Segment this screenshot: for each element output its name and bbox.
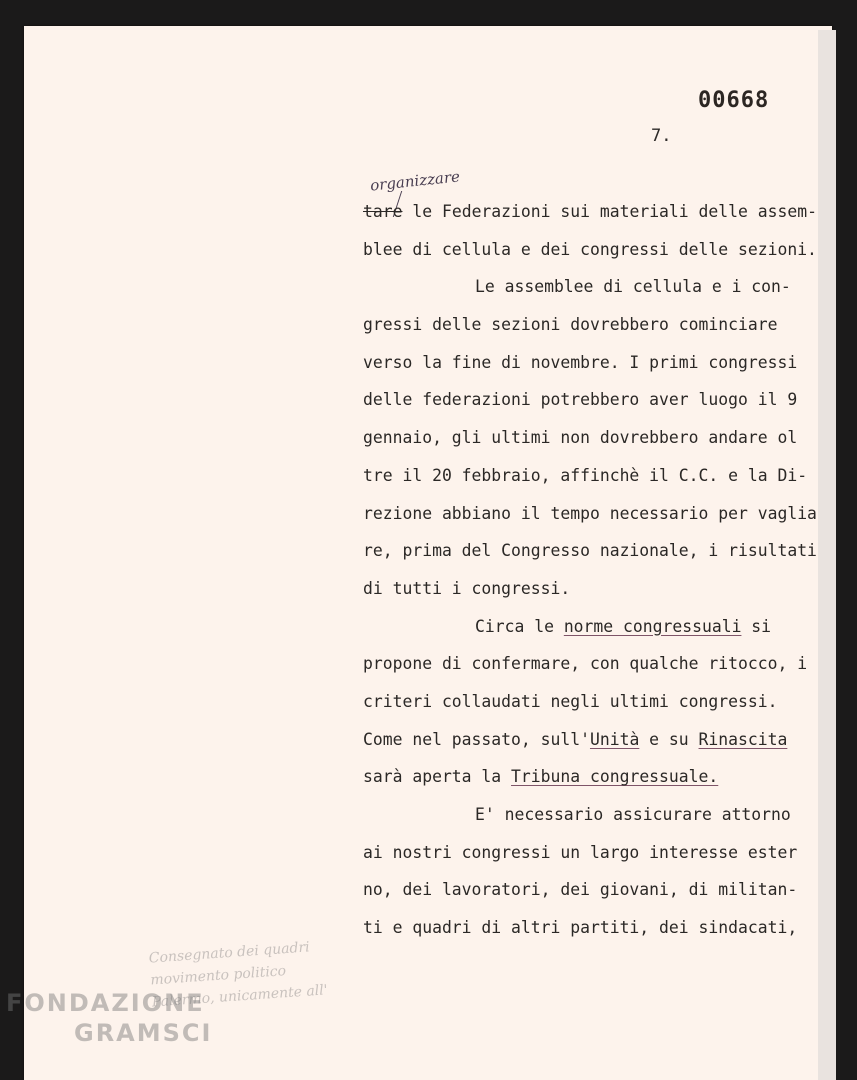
text-line: verso la fine di novembre. I primi congressi [363, 352, 798, 372]
line-text: e su [639, 729, 699, 749]
underlined-phrase: Tribuna congressuale. [511, 767, 719, 787]
text-line: blee di cellula e dei congressi delle sezioni. [363, 239, 817, 259]
page-edge [818, 30, 836, 1080]
struck-word: tare [363, 202, 403, 221]
archive-number: 00668 [698, 88, 770, 113]
text-line: ti e quadri di altri partiti, dei sindacati, [363, 918, 798, 938]
text-line: gressi delle sezioni dovrebbero cominciare [363, 315, 778, 335]
watermark-logo [6, 988, 212, 1048]
text-line [363, 762, 813, 800]
text-line: di tutti i congressi. [363, 578, 571, 598]
line-text: Circa le [475, 616, 564, 636]
line-text: si [741, 616, 772, 636]
line-text: le Federazioni sui materiali delle assem- [412, 202, 817, 221]
handwritten-insert: organizzare [369, 167, 461, 195]
watermark-line: GRAMSCI [74, 1019, 213, 1047]
line-text: sarà aperta la [363, 767, 512, 787]
text-line: no, dei lavoratori, dei giovani, di militan- [363, 880, 798, 900]
text-line: E' necessario assicurare attorno [475, 805, 791, 824]
pencil-note-line: Palermo, unicamente all' [151, 982, 329, 1011]
pencil-note-line: Consegnato dei quadri [148, 939, 311, 967]
underlined-phrase: norme congressuali [563, 616, 742, 636]
underlined-phrase: Rinascita [698, 729, 788, 749]
watermark-line: FONDAZIONE [6, 989, 205, 1017]
text-line: rezione abbiano il tempo necessario per vaglia [363, 503, 817, 523]
text-line: criteri collaudati negli ultimi congressi. [363, 691, 778, 711]
text-line: gennaio, gli ultimi non dovrebbero andare ol [363, 428, 798, 448]
text-line: ai nostri congressi un largo interesse ester [363, 842, 798, 862]
text-line: Le assemblee di cellula e i con- [475, 277, 791, 297]
text-line [363, 197, 817, 235]
text-line [363, 612, 813, 650]
typed-text-body [363, 197, 817, 951]
underlined-phrase: Unità [589, 729, 640, 749]
text-line: delle federazioni potrebbero aver luogo il 9 [363, 390, 798, 410]
text-line: propone di confermare, con qualche ritocco, i [363, 654, 808, 674]
text-line: tre il 20 febbraio, affinchè il C.C. e la Di- [363, 465, 808, 485]
text-line [363, 725, 813, 763]
line-text: Come nel passato, sull' [363, 729, 590, 749]
pencil-note-line: movimento politico [149, 963, 287, 989]
page-number: 7. [651, 126, 672, 146]
text-line: re, prima del Congresso nazionale, i risultati [363, 541, 817, 561]
